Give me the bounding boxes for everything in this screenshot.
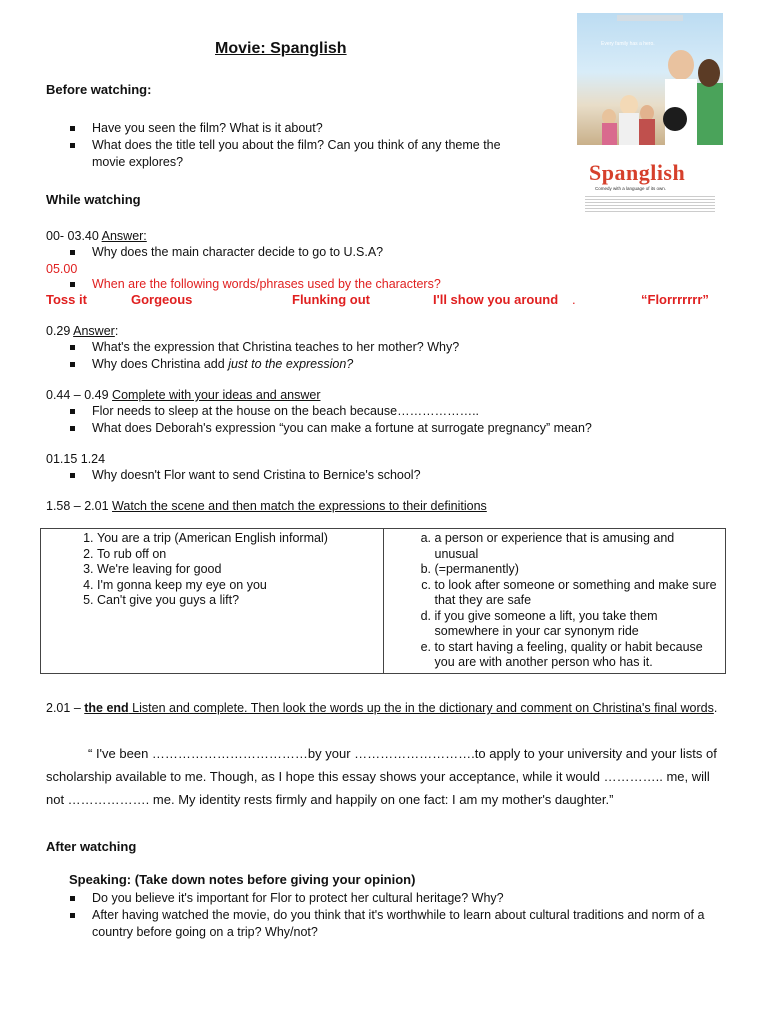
- section-5-time: 01.15 1.24: [46, 452, 106, 466]
- list-item: Why does Christina add just to the expression?: [46, 356, 726, 373]
- definition-item: c. to look after someone or something and make sure that they are safe: [435, 578, 722, 609]
- poster-tagline-top: Every family has a hero.: [601, 41, 655, 47]
- while-heading: While watching: [46, 192, 141, 207]
- page-title: Movie: Spanglish: [215, 40, 347, 57]
- poster-tagline: Comedy with a language of its own.: [595, 186, 667, 191]
- matching-table: [40, 528, 726, 674]
- list-item: Why does the main character decide to go to U.S.A?: [46, 244, 726, 261]
- poster-logo: Spanglish: [589, 160, 686, 185]
- expressions-cell: [41, 529, 384, 674]
- expression-item: 5. Can't give you guys a lift?: [97, 593, 379, 609]
- answer-label: Answer:: [101, 229, 147, 243]
- definitions-cell: [383, 529, 726, 674]
- instruction: Complete with your ideas and answer: [112, 388, 321, 402]
- movie-poster: [577, 13, 723, 217]
- poster-photo: [577, 13, 723, 145]
- phrase: Flunking out: [292, 292, 370, 307]
- section-1-header: [46, 228, 147, 245]
- section-2-time: 05.00: [46, 262, 78, 276]
- definition-item: b. (=permanently): [435, 562, 722, 578]
- end-label: the end Listen and complete. Then look the words up the in the dictionary and comment on Christina's final words: [84, 701, 714, 715]
- list-item: Do you believe it's important for Flor to protect her cultural heritage? Why?: [46, 890, 726, 907]
- before-heading: Before watching:: [46, 82, 152, 97]
- instruction: Watch the scene and then match the expressions to their definitions: [112, 499, 487, 513]
- section-5-list: [46, 467, 726, 484]
- section-4-list: [46, 403, 726, 437]
- list-item: After having watched the movie, do you think that it's worthwhile to learn about cultural traditions and norm of a country before going on a trip? Why/not?: [46, 907, 726, 941]
- expression-item: 1. You are a trip (American English informal): [97, 531, 379, 547]
- colon: :: [114, 324, 119, 338]
- speaking-heading: Speaking: (Take down notes before giving your opinion): [69, 872, 416, 887]
- dash: –: [70, 701, 85, 715]
- timestamp: 0.29: [46, 324, 71, 338]
- list-item: When are the following words/phrases used by the characters?: [46, 276, 726, 293]
- definition-item: d. if you give someone a lift, you take them somewhere in your car synonym ride: [435, 609, 722, 640]
- timestamp: 0.44 – 0.49: [46, 388, 109, 402]
- section-4-header: [46, 387, 321, 404]
- phrase: “Florrrrrrr”: [641, 292, 709, 307]
- poster-credits: [585, 196, 715, 214]
- list-item: Flor needs to sleep at the house on the beach because………………..: [46, 403, 726, 420]
- expression-item: 4. I'm gonna keep my eye on you: [97, 578, 379, 594]
- quote-text: “ I've been ………………………………by your ……………………….to apply to your university and your lists of scholarship available to me. Though, as I hope this essay shows your acceptance, while it would ………….. me, will not ………………. me. My identity rests firmly and happily on one fact: I am my mother's daughter.”: [46, 746, 717, 807]
- timestamp: 00- 03.40: [46, 229, 99, 243]
- answer-label: Answer: [73, 324, 115, 338]
- definition-item: a. a person or experience that is amusing and unusual: [435, 531, 722, 562]
- timestamp: 2.01: [46, 701, 71, 715]
- section-3-list: [46, 339, 726, 373]
- timestamp: 1.58 – 2.01: [46, 499, 109, 513]
- list-item: What does Deborah's expression “you can make a fortune at surrogate pregnancy” mean?: [46, 420, 726, 437]
- list-item: What's the expression that Christina teaches to her mother? Why?: [46, 339, 726, 356]
- definition-item: e. to start having a feeling, quality or habit because you are with another person who has it.: [435, 640, 722, 671]
- after-list: [46, 890, 726, 941]
- expression-item: 2. To rub off on: [97, 547, 379, 563]
- phrase-row: [46, 292, 726, 309]
- quote-paragraph: [46, 742, 726, 811]
- definitions-list: [388, 531, 722, 671]
- dot: .: [713, 701, 718, 715]
- section-1-list: [46, 244, 726, 261]
- list-item: What does the title tell you about the film? Can you think of any theme the movie explores?: [46, 137, 532, 171]
- section-6-header: [46, 498, 487, 515]
- phrase-dot: .: [572, 292, 576, 307]
- phrase: Toss it: [46, 292, 87, 307]
- expression-item: 3. We're leaving for good: [97, 562, 379, 578]
- section-2-list: [46, 276, 726, 293]
- list-item: Have you seen the film? What is it about?: [46, 120, 566, 137]
- poster-figures: [577, 13, 723, 145]
- section-3-header: [46, 323, 118, 340]
- after-heading: After watching: [46, 839, 137, 854]
- end-header: [46, 700, 726, 717]
- list-item: Why doesn't Flor want to send Cristina to Bernice's school?: [46, 467, 726, 484]
- before-list: [46, 120, 566, 171]
- phrase: I'll show you around: [433, 292, 559, 307]
- expressions-list: [45, 531, 379, 609]
- phrase: Gorgeous: [131, 292, 193, 307]
